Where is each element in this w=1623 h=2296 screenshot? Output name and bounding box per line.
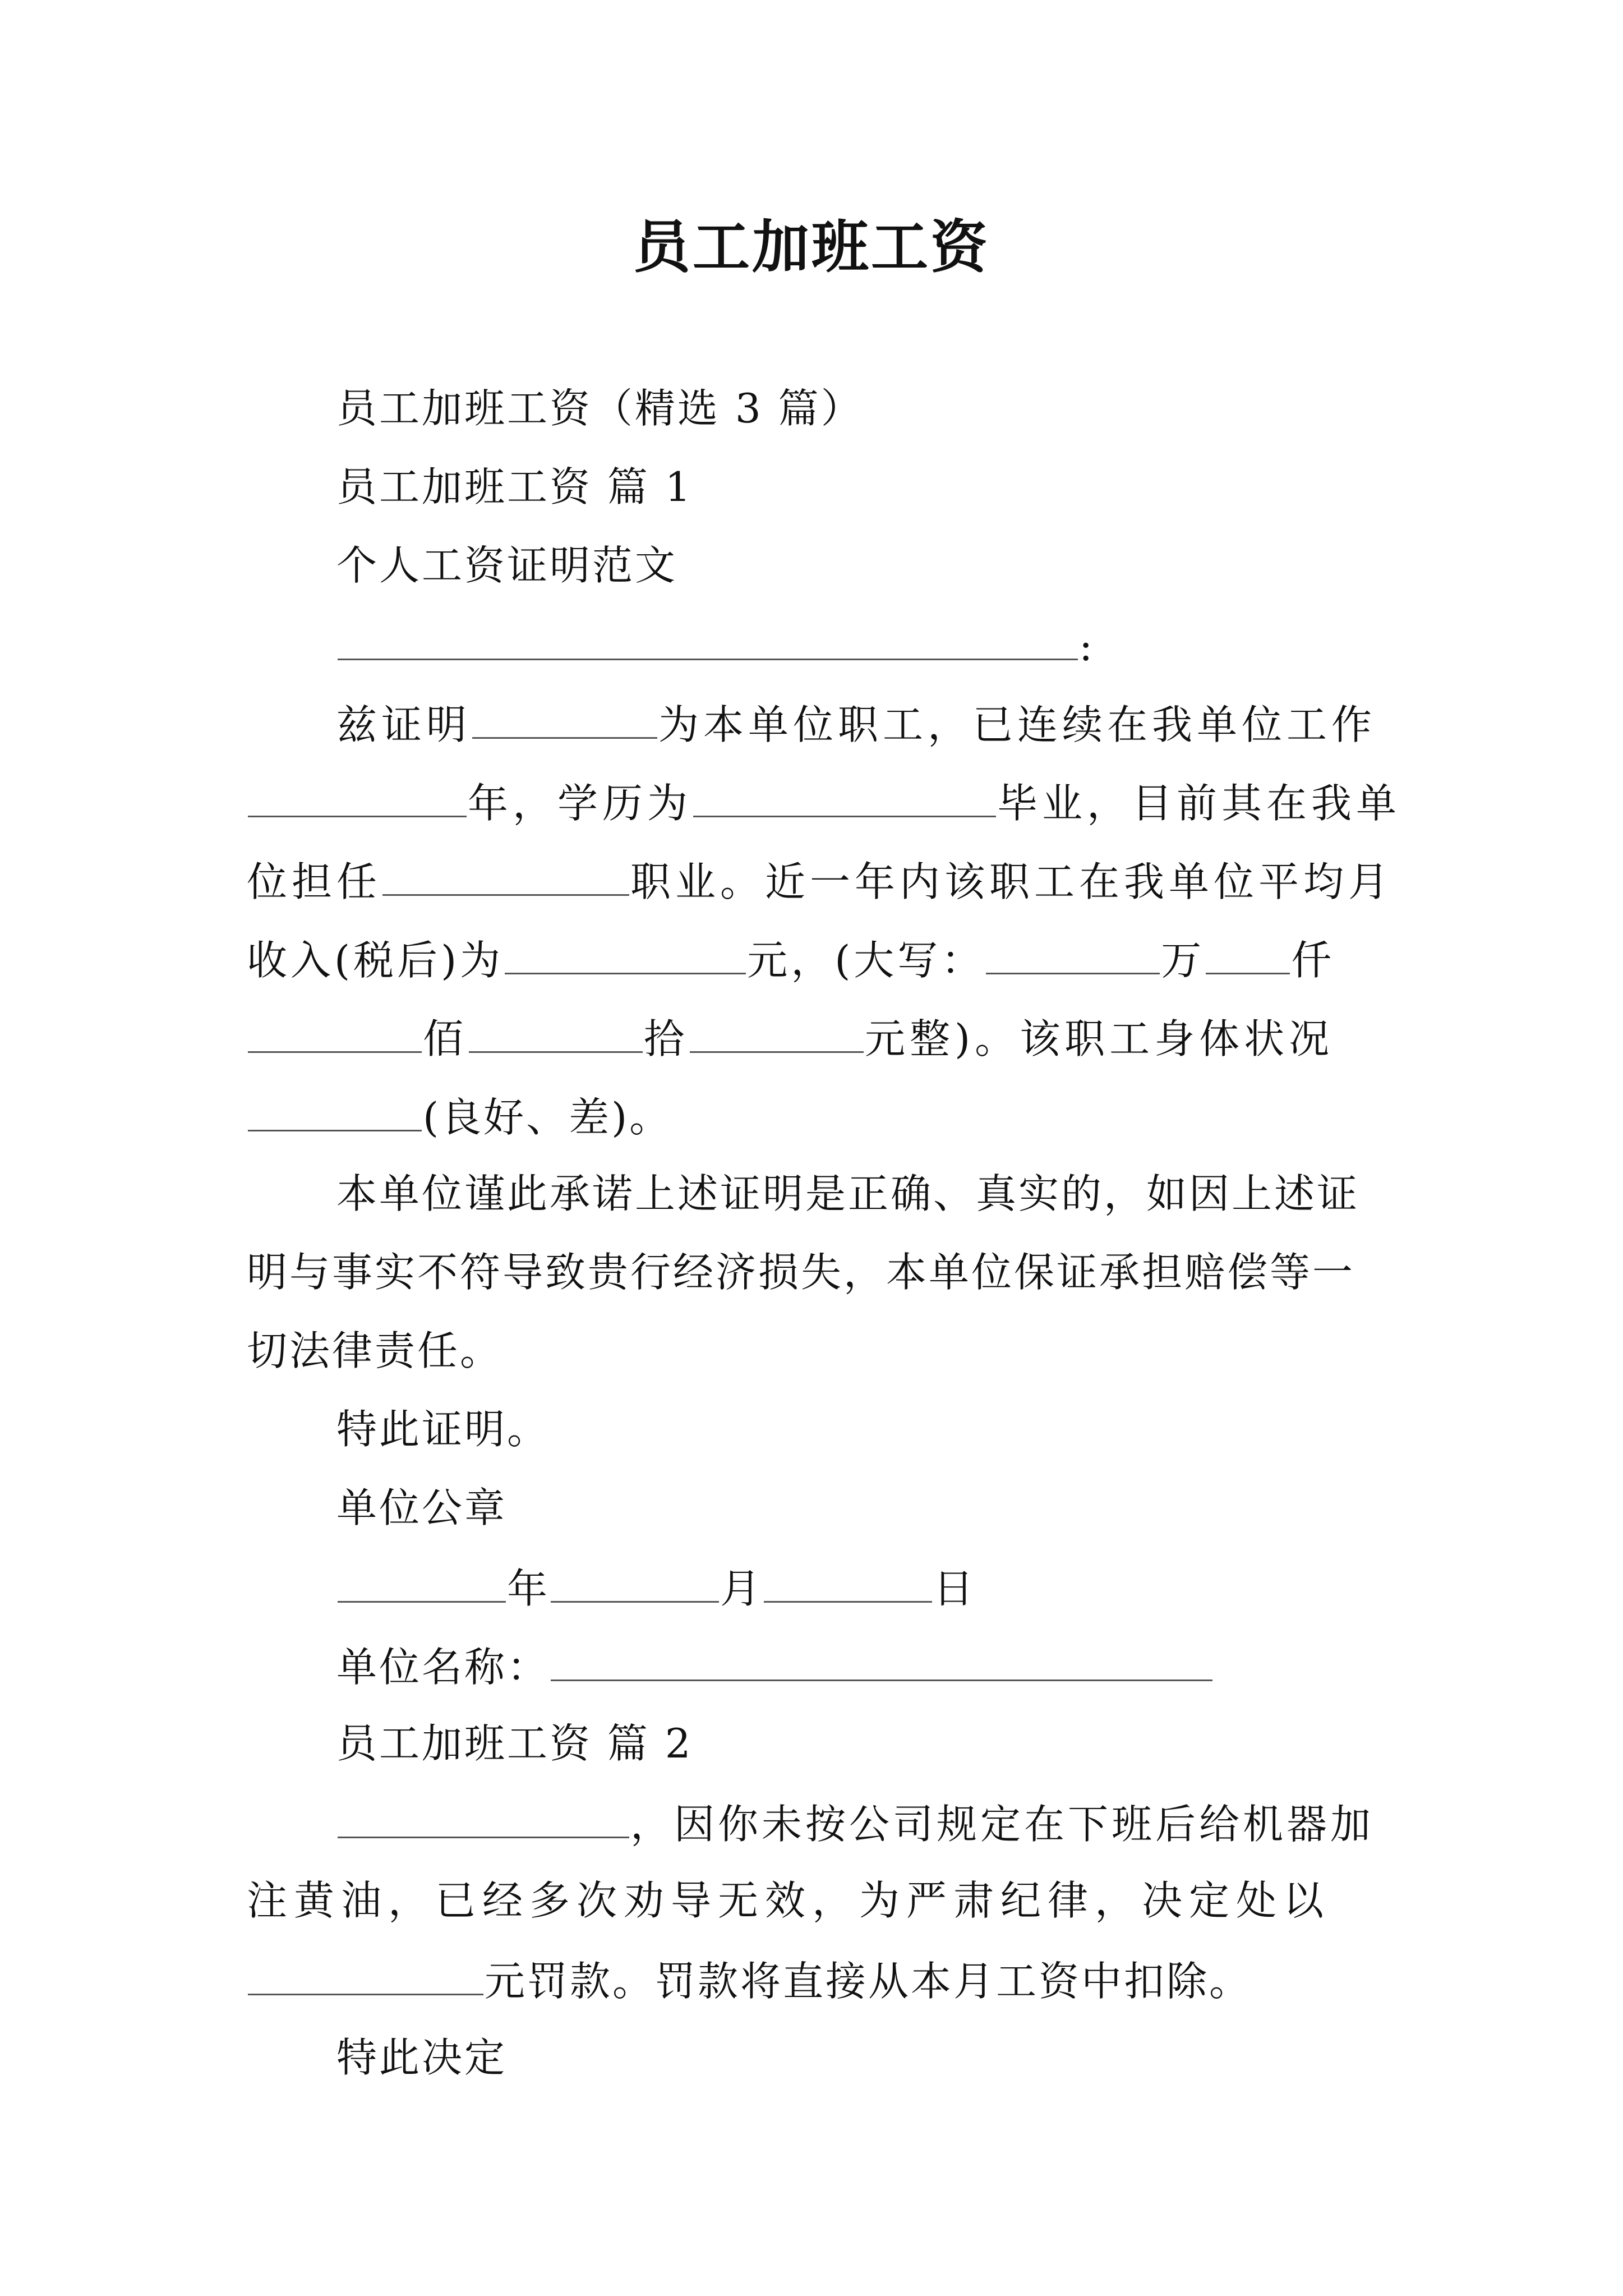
document-title: 员工加班工资 — [633, 214, 990, 281]
text-segment: 仟 — [1291, 937, 1335, 984]
name-blank — [472, 702, 657, 739]
text-segment: 位担任 — [247, 858, 382, 905]
fine-amount-blank — [248, 1959, 483, 1995]
para1-line5 — [247, 1015, 1334, 1062]
employee-blank — [338, 1802, 629, 1838]
para3-line3 — [247, 1958, 1252, 2005]
special-proof: 特此证明。 — [336, 1406, 550, 1453]
year-label: 年 — [507, 1565, 550, 1612]
section-title: 个人工资证明范文 — [336, 542, 678, 589]
subtitle: 员工加班工资（精选 3 篇） — [336, 385, 864, 432]
para2-line3: 切法律责任。 — [247, 1327, 503, 1374]
income-blank — [505, 938, 746, 974]
para3-line1 — [336, 1801, 1375, 1848]
para2-line2: 明与事实不符导致贵行经济损失，本单位保证承担赔偿等一 — [247, 1249, 1355, 1296]
wan-blank — [986, 938, 1160, 974]
addressee-line — [336, 623, 1095, 670]
text-segment: 年，学历为 — [468, 780, 693, 827]
para1-line1 — [336, 701, 1377, 748]
bai-blank — [248, 1016, 422, 1053]
text-segment: 万 — [1161, 937, 1205, 984]
month-label: 月 — [720, 1565, 763, 1612]
day-blank — [764, 1566, 932, 1603]
text-segment: 拾 — [644, 1015, 689, 1062]
part1-heading: 员工加班工资 篇 1 — [336, 463, 693, 510]
text-segment: ，因你未按公司规定在下班后给机器加 — [630, 1801, 1375, 1848]
para1-line2 — [247, 780, 1401, 827]
unit-name-blank — [551, 1645, 1212, 1681]
text-segment: 兹证明 — [336, 701, 472, 748]
text-segment: 职业。近一年内该职工在我单位平均月 — [630, 858, 1394, 905]
unit-name-line — [336, 1644, 1214, 1691]
day-label: 日 — [933, 1565, 976, 1612]
addressee-colon: : — [1079, 623, 1095, 670]
text-segment: 毕业，目前其在我单 — [997, 780, 1401, 827]
text-segment: 收入(税后)为 — [247, 937, 504, 984]
unit-seal-label: 单位公章 — [336, 1484, 508, 1531]
year-blank — [338, 1566, 506, 1603]
text-segment: 为本单位职工，已连续在我单位工作 — [658, 701, 1377, 748]
health-blank — [248, 1095, 422, 1131]
date-line — [336, 1565, 976, 1612]
part2-heading: 员工加班工资 篇 2 — [336, 1720, 693, 1767]
position-blank — [382, 859, 629, 896]
para1-line4 — [247, 937, 1335, 984]
yuan-blank — [690, 1016, 864, 1053]
text-segment: 元整)。该职工身体状况 — [865, 1015, 1334, 1062]
decision-label: 特此决定 — [336, 2034, 508, 2081]
text-segment: 元罚款。罚款将直接从本月工资中扣除。 — [485, 1958, 1252, 2005]
years-blank — [248, 781, 467, 817]
para1-line6 — [247, 1094, 672, 1141]
para3-line2: 注黄油，已经多次劝导无效，为严肃纪律，决定处以 — [247, 1877, 1331, 1924]
education-blank — [693, 781, 996, 817]
text-segment: (良好、差)。 — [423, 1094, 672, 1141]
unit-name-label: 单位名称： — [336, 1644, 550, 1691]
addressee-blank — [338, 624, 1078, 660]
text-segment: 佰 — [423, 1015, 468, 1062]
month-blank — [551, 1566, 719, 1603]
shi-blank — [469, 1016, 643, 1053]
text-segment: 元，(大写： — [747, 937, 985, 984]
qian-blank — [1206, 938, 1290, 974]
para1-line3 — [247, 858, 1394, 905]
para2-line1: 本单位谨此承诺上述证明是正确、真实的，如因上述证 — [336, 1170, 1360, 1217]
